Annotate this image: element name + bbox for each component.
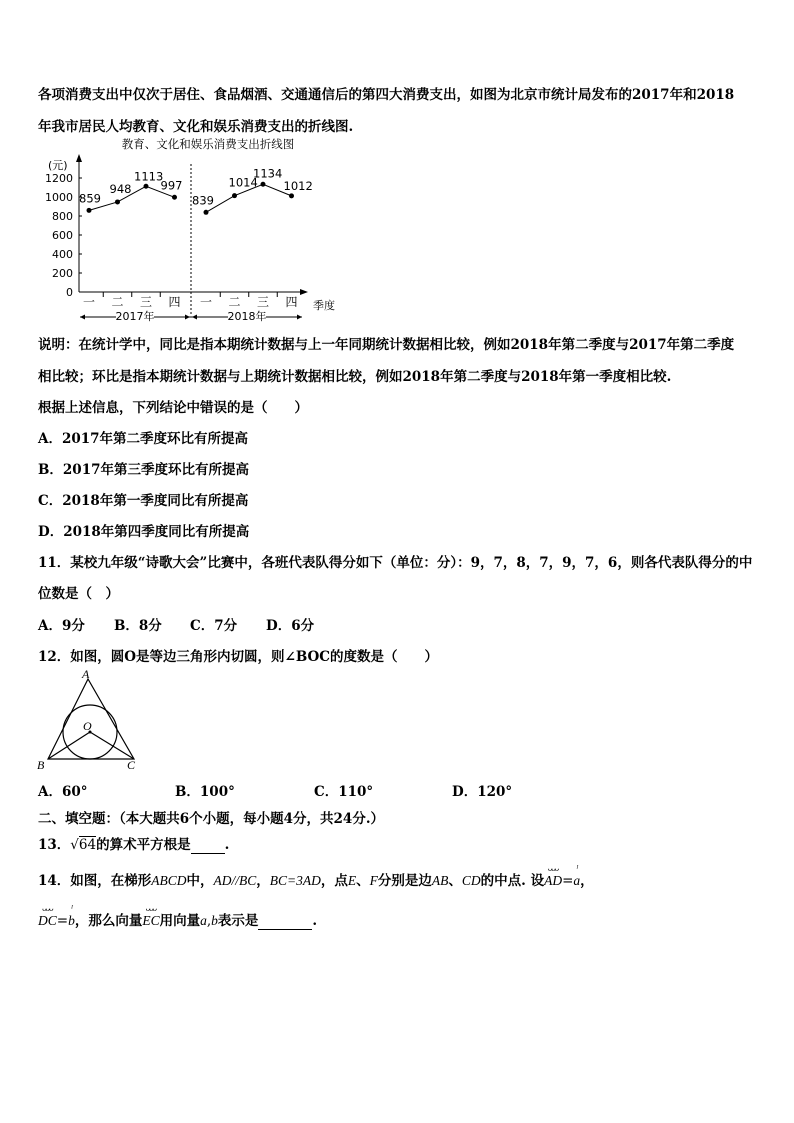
q14-text-3: ，: [256, 873, 270, 889]
q14-side-ab: AB: [431, 873, 449, 888]
group-label-2017: 2017年: [115, 310, 155, 323]
q14-vec-b-ref: b: [211, 913, 218, 928]
bracket-2018-left-arrow: [192, 315, 197, 320]
x-tick-label: 一: [199, 295, 213, 309]
q13-prefix: 13．: [38, 837, 71, 853]
q13-radicand: 64: [78, 837, 97, 853]
note-line-2: 相比较；环比是指本期统计数据与上期统计数据相比较，例如2018年第二季度与2018年第一季度相比较.: [38, 369, 672, 385]
y-tick-label: 0: [66, 286, 73, 299]
q11-line-1: 11．某校九年级“诗歌大会”比赛中，各班代表队得分如下（单位：分）：9，7，8，7，9，7，6，则各代表队得分的中: [38, 555, 753, 571]
chart-title: 教育、文化和娱乐消费支出折线图: [121, 137, 295, 151]
q14-text-2: 中，: [186, 873, 214, 889]
x-tick-label: 四: [168, 295, 181, 309]
data-label: 1012: [283, 178, 313, 193]
q14-side-cd: CD: [461, 873, 481, 888]
data-point: [232, 193, 237, 198]
q14-answer-blank[interactable]: [258, 913, 312, 930]
data-point: [87, 208, 92, 213]
q11-option-b: B．8分: [114, 618, 162, 634]
q13-end: .: [224, 837, 230, 853]
q14-line-2: [38, 903, 318, 930]
intro-line-2: 年我市居民人均教育、文化和娱乐消费支出的折线图.: [38, 119, 354, 135]
data-point: [172, 195, 177, 200]
q14-text-7: 、: [448, 873, 462, 889]
q14-sep: ,: [206, 913, 212, 929]
q11-option-c: C．7分: [190, 618, 238, 634]
incircle-triangle-figure: [36, 668, 146, 773]
sqrt-sign: √: [70, 837, 79, 853]
expenditure-line-chart: [36, 134, 356, 323]
x-tick-label: 一: [82, 295, 96, 309]
x-tick-label: 二: [228, 295, 241, 309]
q14-text-5: 、: [356, 873, 370, 889]
y-tick-label: 800: [52, 210, 73, 223]
q14-vector-dc-text: DC: [38, 913, 57, 928]
data-point: [289, 193, 294, 198]
x-tick-label: 二: [111, 295, 124, 309]
y-tick-label: 1000: [45, 191, 73, 204]
q10-stem: 根据上述信息，下列结论中错误的是（ ）: [38, 400, 308, 416]
q14-abcd: ABCD: [151, 873, 187, 888]
data-label: 1134: [253, 166, 283, 181]
bracket-2017-right-arrow: [185, 315, 190, 320]
q10-option-c: C．2018年第一季度同比有所提高: [38, 493, 249, 509]
q14-vector-ad-text: AD: [544, 873, 563, 888]
q14-vector-ec-text: EC: [142, 913, 160, 928]
q10-option-a: A．2017年第二季度环比有所提高: [38, 431, 249, 447]
data-point: [261, 182, 266, 187]
x-axis-arrow: [300, 289, 308, 295]
q14-text-6: 分别是边: [377, 873, 432, 889]
note-line-1: 说明：在统计学中，同比是指本期统计数据与上一年同期统计数据相比较，例如2018年第二季度与2017年第二季度: [38, 337, 735, 353]
y-tick-label: 400: [52, 248, 73, 261]
q14-vector-a-text: a: [573, 873, 581, 888]
bracket-2018-right-arrow: [297, 315, 302, 320]
q13-line: [38, 833, 229, 854]
label-a: A: [82, 667, 90, 681]
data-label: 839: [192, 193, 214, 208]
q14-vector-ad: ᴗᴗᴗ AD: [544, 863, 563, 888]
q14-equals-1: =: [562, 873, 574, 889]
data-point: [204, 210, 209, 215]
q14-text-10: 用向量: [159, 913, 201, 929]
q14-comma: ，: [580, 873, 594, 889]
q14-vector-dc: ᴗᴗᴗ DC: [38, 903, 57, 928]
q14-vector-b: ᴵ b: [68, 903, 75, 928]
q10-option-b: B．2017年第三季度环比有所提高: [38, 462, 249, 478]
x-tick-label: 三: [139, 295, 153, 309]
q12-option-c: C．110°: [314, 784, 374, 800]
q13-answer-blank[interactable]: [191, 837, 225, 854]
q14-vector-a: ᴵ a: [573, 863, 581, 888]
intro-line-1: 各项消费支出中仅次于居住、食品烟酒、交通通信后的第四大消费支出，如图为北京市统计局发布的2017年和2018: [38, 87, 735, 103]
q11-option-a: A．9分: [38, 618, 85, 634]
data-label: 1113: [134, 169, 164, 184]
q12-option-d: D．120°: [452, 784, 513, 800]
q14-text-8: 的中点. 设: [480, 873, 545, 889]
y-axis-arrow: [76, 154, 82, 162]
q14-text-11: 表示是: [217, 913, 259, 929]
section2-heading: 二、填空题：（本大题共6个小题，每小题4分，共24分.）: [38, 811, 385, 827]
data-point: [144, 184, 149, 189]
data-label: 1014: [228, 175, 258, 190]
label-o: O: [83, 719, 92, 733]
segment-oc: [90, 732, 134, 759]
q11-line-2: 位数是（ ）: [38, 586, 119, 602]
q14-end: .: [312, 913, 318, 929]
q14-point-e: E: [347, 873, 357, 888]
y-tick-label: 1200: [45, 172, 73, 185]
q11-option-d: D．6分: [266, 618, 315, 634]
q14-text-4: ，点: [320, 873, 348, 889]
y-tick-label: 200: [52, 267, 73, 280]
q12-option-a: A．60°: [38, 784, 88, 800]
q14-line-1: [38, 863, 594, 889]
bracket-2017-left-arrow: [80, 315, 85, 320]
q14-vec-a-ref: a: [200, 913, 207, 928]
q14-bc-eq-3ad: BC=3AD: [269, 873, 321, 888]
data-label: 948: [109, 181, 132, 196]
y-axis-label: (元): [48, 159, 68, 172]
q14-equals-2: =: [56, 913, 69, 929]
data-point: [115, 199, 120, 204]
q14-text-1: 14．如图，在梯形: [38, 873, 152, 889]
group-label-2018: 2018年: [227, 310, 267, 323]
x-tick-label: 三: [256, 295, 270, 309]
label-b: B: [37, 758, 45, 772]
q13-suffix: 的算术平方根是: [96, 837, 191, 853]
label-c: C: [127, 758, 136, 772]
q14-vector-b-text: b: [68, 913, 75, 928]
data-label: 997: [160, 178, 183, 193]
data-label: 859: [79, 191, 101, 206]
y-tick-label: 600: [52, 229, 73, 242]
q14-ad-parallel-bc: AD//BC: [213, 873, 257, 888]
q14-point-f: F: [369, 873, 378, 888]
q12-stem: 12．如图，圆O是等边三角形内切圆，则∠BOC的度数是（ ）: [38, 649, 439, 665]
q10-option-d: D．2018年第四季度同比有所提高: [38, 524, 250, 540]
q14-text-9: ，那么向量: [74, 913, 143, 929]
q14-vector-ec: ᴗᴗᴗ EC: [142, 903, 160, 928]
q12-option-b: B．100°: [175, 784, 235, 800]
x-tick-label: 四: [285, 295, 298, 309]
x-axis-label: 季度: [313, 299, 335, 312]
